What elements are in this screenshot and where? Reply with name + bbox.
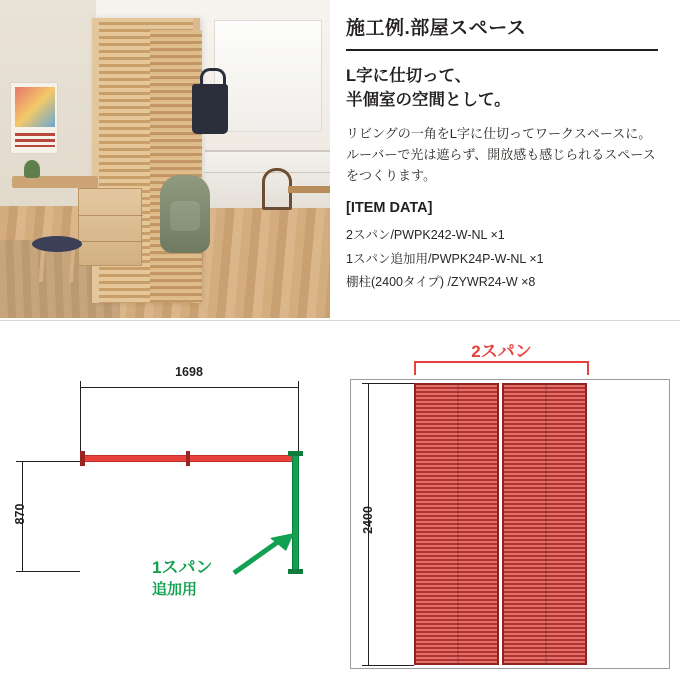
description-text: リビングの一角をL字に仕切ってワークスペースに。ルーバーで光は遮らず、開放感も感じられるスペースをつくります。 bbox=[346, 125, 656, 183]
plan-post-left bbox=[80, 451, 85, 466]
page-title: 施工例.部屋スペース bbox=[346, 18, 658, 51]
photo-plant bbox=[24, 160, 40, 178]
photo-drawer-cabinet bbox=[78, 188, 142, 266]
elevation-height-tick-top bbox=[362, 383, 414, 384]
photo-louver-partition-second bbox=[150, 30, 202, 302]
item-data-row: 2スパン/PWPK242-W-NL ×1 bbox=[346, 227, 505, 242]
plan-width-extension-left bbox=[80, 381, 81, 459]
elevation-span-dimension-line bbox=[414, 361, 589, 363]
plan-depth-extension-top bbox=[16, 461, 80, 462]
elevation-height-tick-bottom bbox=[362, 665, 414, 666]
elevation-span-label: 2スパン bbox=[471, 342, 532, 361]
item-data-row: 棚柱(2400タイプ) /ZYWR24-W ×8 bbox=[346, 275, 536, 290]
plan-width-extension-right bbox=[298, 381, 299, 459]
photo-poster-artwork bbox=[15, 87, 55, 127]
plan-depth-extension-bottom bbox=[16, 571, 80, 572]
plan-post-middle bbox=[186, 451, 190, 466]
plan-post-corner bbox=[288, 451, 303, 456]
elevation-height-dimension-label: 2400 bbox=[361, 506, 375, 534]
photo-stool-seat bbox=[32, 236, 82, 252]
plan-drawing bbox=[0, 321, 340, 680]
plan-base-panel-run bbox=[82, 455, 298, 462]
plan-callout-sub: 追加用 bbox=[152, 580, 198, 598]
plan-callout bbox=[152, 557, 212, 600]
plan-callout-main: 1スパン bbox=[152, 558, 213, 577]
elevation-panel bbox=[414, 383, 499, 665]
elevation-span-tick-left bbox=[414, 361, 416, 375]
top-section bbox=[0, 0, 680, 318]
lead-copy bbox=[346, 65, 658, 113]
text-column bbox=[330, 0, 680, 318]
photo-backpack bbox=[160, 175, 210, 253]
photo-stool-legs bbox=[39, 248, 75, 282]
photo-poster bbox=[10, 82, 58, 154]
plan-depth-dimension-label: 870 bbox=[13, 503, 27, 525]
lead-line-2: 半個室の空間として。 bbox=[346, 90, 511, 109]
item-data-row: 1スパン追加用/PWPK24P-W-NL ×1 bbox=[346, 251, 544, 266]
photo-table bbox=[288, 186, 330, 193]
photo-desk bbox=[12, 176, 98, 188]
example-photo bbox=[0, 0, 330, 318]
photo-window bbox=[214, 20, 322, 132]
plan-width-dimension-label: 1698 bbox=[175, 365, 203, 379]
elevation-span-tick-right bbox=[587, 361, 589, 375]
elevation-panel bbox=[502, 383, 587, 665]
lead-line-1: L字に仕切って、 bbox=[346, 66, 472, 85]
plan-callout-arrow-icon bbox=[232, 533, 296, 577]
elevation-drawing bbox=[340, 321, 680, 680]
bottom-section bbox=[0, 321, 680, 680]
plan-width-dimension-line bbox=[80, 387, 298, 388]
photo-poster-caption bbox=[15, 133, 55, 147]
item-data-heading: [ITEM DATA] bbox=[346, 199, 433, 216]
photo-hanging-bag bbox=[192, 84, 228, 134]
